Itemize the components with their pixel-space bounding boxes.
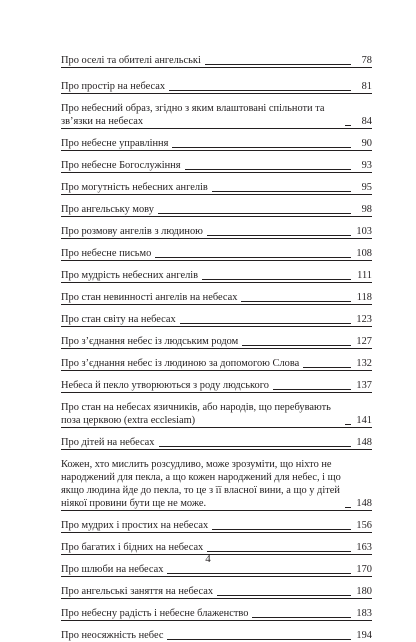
toc-entry-page: 84: [361, 116, 372, 127]
toc-entry-page: 81: [361, 81, 372, 92]
toc-entry[interactable]: [61, 392, 372, 427]
toc-entry-page: 180: [356, 586, 372, 597]
toc-entry-title: Про з’єднання небес із людиною за допомогою Слова: [61, 358, 300, 369]
toc-entry-title: Про небесний образ, згідно з яким влаштовані спільноти та зв’язки на небесах: [61, 103, 325, 127]
toc-entry-page: 127: [356, 336, 372, 347]
toc-entry-title: Про ангельські заняття на небесах: [61, 586, 214, 597]
toc-entry-title: Про багатих і бідних на небесах: [61, 542, 204, 553]
toc-entry-page: 123: [356, 314, 372, 325]
toc-entry[interactable]: [61, 510, 372, 532]
toc-entry-page: 156: [356, 520, 372, 531]
toc-entry-page: 93: [361, 160, 372, 171]
toc-entry-title: Про небесне Богослужіння: [61, 160, 181, 171]
toc-leader-line: [252, 617, 351, 618]
toc-leader-line: [207, 551, 351, 552]
toc-leader-line: [167, 639, 351, 640]
toc-entry-title: Про простір на небесах: [61, 81, 166, 92]
toc-entry[interactable]: [61, 348, 372, 370]
toc-entry[interactable]: [61, 93, 372, 128]
toc-entry-title: Про розмову ангелів з людиною: [61, 226, 203, 237]
toc-entry[interactable]: [61, 128, 372, 150]
toc-leader-line: [169, 90, 351, 91]
toc-leader-line: [303, 367, 351, 368]
toc-leader-line: [217, 595, 351, 596]
toc-entry-page: 194: [356, 630, 372, 641]
toc-entry-title: Про стан світу на небесах: [61, 314, 176, 325]
toc-entry[interactable]: [61, 194, 372, 216]
toc-entry-page: 108: [356, 248, 372, 259]
toc-entry[interactable]: [61, 532, 372, 554]
toc-entry[interactable]: [61, 370, 372, 392]
toc-entry-page: 90: [361, 138, 372, 149]
toc-entry[interactable]: [61, 150, 372, 172]
toc-entry-title: Небеса й пекло утворюються з роду людського: [61, 380, 269, 391]
toc-leader-line: [185, 169, 351, 170]
toc-entry-title: Про неосяжність небес: [61, 630, 164, 641]
toc-entry-page: 183: [356, 608, 372, 619]
toc-leader-line: [207, 235, 351, 236]
toc-leader-line: [167, 573, 351, 574]
toc-entry-title: Про могутність небесних ангелів: [61, 182, 208, 193]
toc-leader-line: [205, 64, 351, 65]
toc-entry[interactable]: [61, 449, 372, 510]
toc-leader-line: [158, 213, 351, 214]
toc-leader-line: [172, 147, 351, 148]
toc-entry-title: Про шлюби на небесах: [61, 564, 164, 575]
toc-entry[interactable]: [61, 54, 372, 67]
toc-entry-page: 163: [356, 542, 372, 553]
toc-entry-title: Про небесне управління: [61, 138, 169, 149]
toc-entry-title: Про небесну радість і небесне блаженство: [61, 608, 249, 619]
toc-entry[interactable]: [61, 238, 372, 260]
toc-entry-page: 118: [356, 292, 372, 303]
toc-entry-title: Про стан на небесах язичників, або народів, що перебувають поза церквою (extra ecclesiam): [61, 402, 331, 426]
toc-entry[interactable]: [61, 620, 372, 642]
toc-entry-page: 98: [361, 204, 372, 215]
toc-entry[interactable]: [61, 427, 372, 449]
toc-entry-title: Кожен, хто мислить розсудливо, може зрозуміти, що ніхто не народжений для пекла, а що кожен народжений для небес, і що якщо людина йде до пекла, то це з її власної вини, а що у дітей ніякої провини бути ще не може.: [61, 459, 341, 509]
toc-entry[interactable]: [61, 216, 372, 238]
toc-entry-title: Про небесне письмо: [61, 248, 152, 259]
toc-entry-page: 137: [356, 380, 372, 391]
toc-entry-title: Про дітей на небесах: [61, 437, 155, 448]
toc-entry-title: Про стан невинності ангелів на небесах: [61, 292, 238, 303]
toc-entry-title: Про ангельську мову: [61, 204, 154, 215]
toc-entry-title: Про оселі та обителі ангельські: [61, 55, 201, 66]
toc-leader-line: [212, 191, 351, 192]
toc-entry[interactable]: [61, 260, 372, 282]
toc-entry[interactable]: [61, 304, 372, 326]
toc-entry-title: Про мудрих і простих на небесах: [61, 520, 209, 531]
toc-leader-line: [242, 345, 351, 346]
toc-leader-line: [345, 424, 351, 425]
toc-leader-line: [202, 279, 351, 280]
toc-entry-page: 148: [356, 498, 372, 509]
toc-entry[interactable]: [61, 598, 372, 620]
toc-leader-line: [345, 507, 351, 508]
toc-entry[interactable]: [61, 326, 372, 348]
toc-entry-page: 141: [356, 415, 372, 426]
toc-entry[interactable]: [61, 172, 372, 194]
toc-leader-line: [159, 446, 352, 447]
toc-leader-line: [345, 125, 351, 126]
toc-entry[interactable]: [61, 576, 372, 598]
page-number-footer: 4: [205, 553, 211, 565]
toc-entry-page: 95: [361, 182, 372, 193]
toc-entry[interactable]: [61, 282, 372, 304]
toc-entry-title: Про з’єднання небес із людським родом: [61, 336, 239, 347]
toc-leader-line: [155, 257, 351, 258]
toc-leader-line: [273, 389, 351, 390]
toc-entry[interactable]: [61, 67, 372, 93]
toc-entry-page: 148: [356, 437, 372, 448]
toc-entry-title: Про мудрість небесних ангелів: [61, 270, 199, 281]
toc-leader-line: [180, 323, 351, 324]
toc-leader-line: [212, 529, 351, 530]
toc-leader-line: [241, 301, 351, 302]
toc-entry-page: 132: [356, 358, 372, 369]
toc-entry-page: 103: [356, 226, 372, 237]
toc-entry-page: 78: [361, 55, 372, 66]
toc-entry-page: 170: [356, 564, 372, 575]
toc-entry-page: 111: [357, 270, 372, 281]
